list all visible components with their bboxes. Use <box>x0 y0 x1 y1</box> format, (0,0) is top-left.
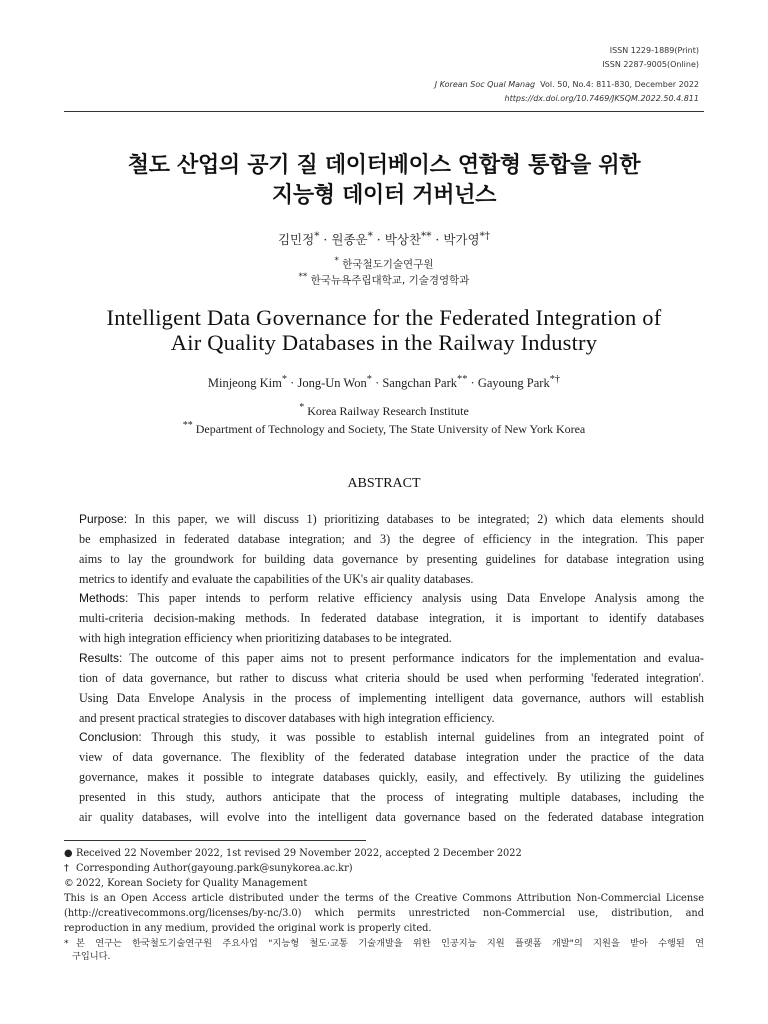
doi-text: https://dx.doi.org/10.7469/JKSQM.2022.50.4.811 <box>504 94 699 103</box>
english-affiliation-2: ** Department of Technology and Society, The State University of New York Korea <box>182 420 586 436</box>
abstract-heading: ABSTRACT <box>347 476 421 491</box>
results-label: Results: <box>79 651 123 665</box>
dagger-icon: † <box>64 863 69 874</box>
abstract-conclusion-line-5: air quality databases, will evolve into the intelligent data governance based on the federated database integration <box>79 810 704 824</box>
abstract-purpose-line-1: Purpose: In this paper, we will discuss 1) prioritizing databases to be integrated; 2) which data elements should <box>79 512 704 526</box>
footnote-copyright: © 2022, Korean Society for Quality Management <box>64 878 308 889</box>
purpose-label: Purpose: <box>79 512 128 526</box>
bullet-icon: ● <box>64 848 73 859</box>
author-en-3: Sangchan Park <box>382 376 457 391</box>
english-affiliation-1: * Korea Railway Research Institute <box>299 402 469 418</box>
author-en-2: Jong-Un Won <box>297 376 367 391</box>
korean-title-line-1: 철도 산업의 공기 질 데이터베이스 연합형 통합을 위한 <box>127 153 641 178</box>
abstract-conclusion-line-3: governance, makes it possible to integrate databases quickly, easily, and effectively. By utilizing the guidelines <box>79 770 704 784</box>
footnote-funding-line-2: 구입니다. <box>72 951 111 962</box>
korean-affiliation-1: * 한국철도기술연구원 <box>334 256 434 271</box>
copyright-icon: © <box>64 878 74 889</box>
footnote-rule <box>64 840 366 841</box>
footnote-corresponding: † Corresponding Author(gayoung.park@sunykorea.ac.kr) <box>64 863 353 874</box>
abstract-results-line-4: and present practical strategies to discover databases with high integration efficiency. <box>79 711 495 725</box>
korean-title-line-2: 지능형 데이터 거버넌스 <box>271 183 497 208</box>
english-title-line-2: Air Quality Databases in the Railway Industry <box>170 330 598 355</box>
author-ko-1: 김민정 <box>277 232 315 248</box>
header-rule <box>64 111 704 112</box>
journal-citation <box>435 80 699 89</box>
doi-link[interactable] <box>505 94 699 103</box>
issn-print: ISSN 1229-1889(Print) <box>609 46 699 55</box>
abstract-purpose-line-4: metrics to identify and evaluate the capabilities of the UK's air quality databases. <box>79 572 474 586</box>
korean-authors: 김민정* · 원종운* · 박상찬** · 박가영*† <box>277 230 490 248</box>
journal-name: J Korean Soc Qual Manag <box>434 80 536 89</box>
footnote-received: ● Received 22 November 2022, 1st revised 29 November 2022, accepted 2 December 2022 <box>64 848 522 859</box>
license-line-2: (http://creativecommons.org/licenses/by-nc/3.0) which permits unrestricted non-Commercial use, distribution, and <box>64 908 704 919</box>
volume-info: Vol. 50, No.4: 811-830, December 2022 <box>540 80 699 89</box>
author-ko-4: 박가영 <box>443 232 480 248</box>
author-ko-3: 박상찬 <box>384 232 421 248</box>
abstract-results-line-3: Using Data Envelope Analysis in the process of implementing intelligent data governance, authors will establish <box>79 691 704 705</box>
issn-online: ISSN 2287-9005(Online) <box>602 60 699 69</box>
license-line-1: This is an Open Access article distributed under the terms of the Creative Commons Attribution Non-Commercial License <box>64 893 704 904</box>
methods-label: Methods: <box>79 591 129 605</box>
abstract-conclusion-line-2: view of data governance. The flexiblity of the federated database integration under the practice of the data <box>79 750 704 764</box>
footnote-funding-line-1: * 본 연구는 한국철도기술연구원 주요사업 "지능형 철도·교통 기술개발을 위한 인공지능 지원 플랫폼 개발"의 지원을 받아 수행된 연 <box>64 938 704 949</box>
author-en-4: Gayoung Park <box>477 376 550 391</box>
license-line-3: reproduction in any medium, provided the original work is properly cited. <box>64 923 432 934</box>
conclusion-label: Conclusion: <box>79 730 142 744</box>
abstract-purpose-line-3: aims to lay the groundwork for building data governance by presenting guidelines for database integration using <box>79 552 704 566</box>
abstract-purpose-line-2: be emphasized in federated database integration; and 3) the degree of efficiency in the integration. This paper <box>79 532 704 546</box>
korean-affiliation-2: ** 한국뉴욕주립대학교, 기술경영학과 <box>298 272 470 287</box>
author-en-1: Minjeong Kim <box>207 376 282 391</box>
abstract-methods-line-3: with high integration efficiency when prioritizing databases to be integrated. <box>79 631 452 645</box>
abstract-results-line-1: Results: The outcome of this paper aims not to present performance indicators for the implementation and evalua- <box>79 651 704 665</box>
author-ko-2: 원종운 <box>331 232 368 248</box>
english-title-line-1: Intelligent Data Governance for the Federated Integration of <box>106 305 662 330</box>
abstract-results-line-2: tion of data governance, but rather to discuss what criteria should be used when performing 'federated integration'. <box>79 671 704 685</box>
abstract-conclusion-line-4: presented in this study, authors anticipate that the process of integrating multiple databases, including the <box>79 790 704 804</box>
english-authors: Minjeong Kim* · Jong-Un Won* · Sangchan Park** · Gayoung Park*† <box>207 374 561 391</box>
abstract-methods-line-2: multi-criteria decision-making methods. In federated database integration, it is important to identify databases <box>79 611 704 625</box>
abstract-methods-line-1: Methods: This paper intends to perform relative efficiency analysis using Data Envelope Analysis among the <box>79 591 704 605</box>
abstract-conclusion-line-1: Conclusion: Through this study, it was possible to establish internal guidelines from an integrated point of <box>79 730 704 744</box>
